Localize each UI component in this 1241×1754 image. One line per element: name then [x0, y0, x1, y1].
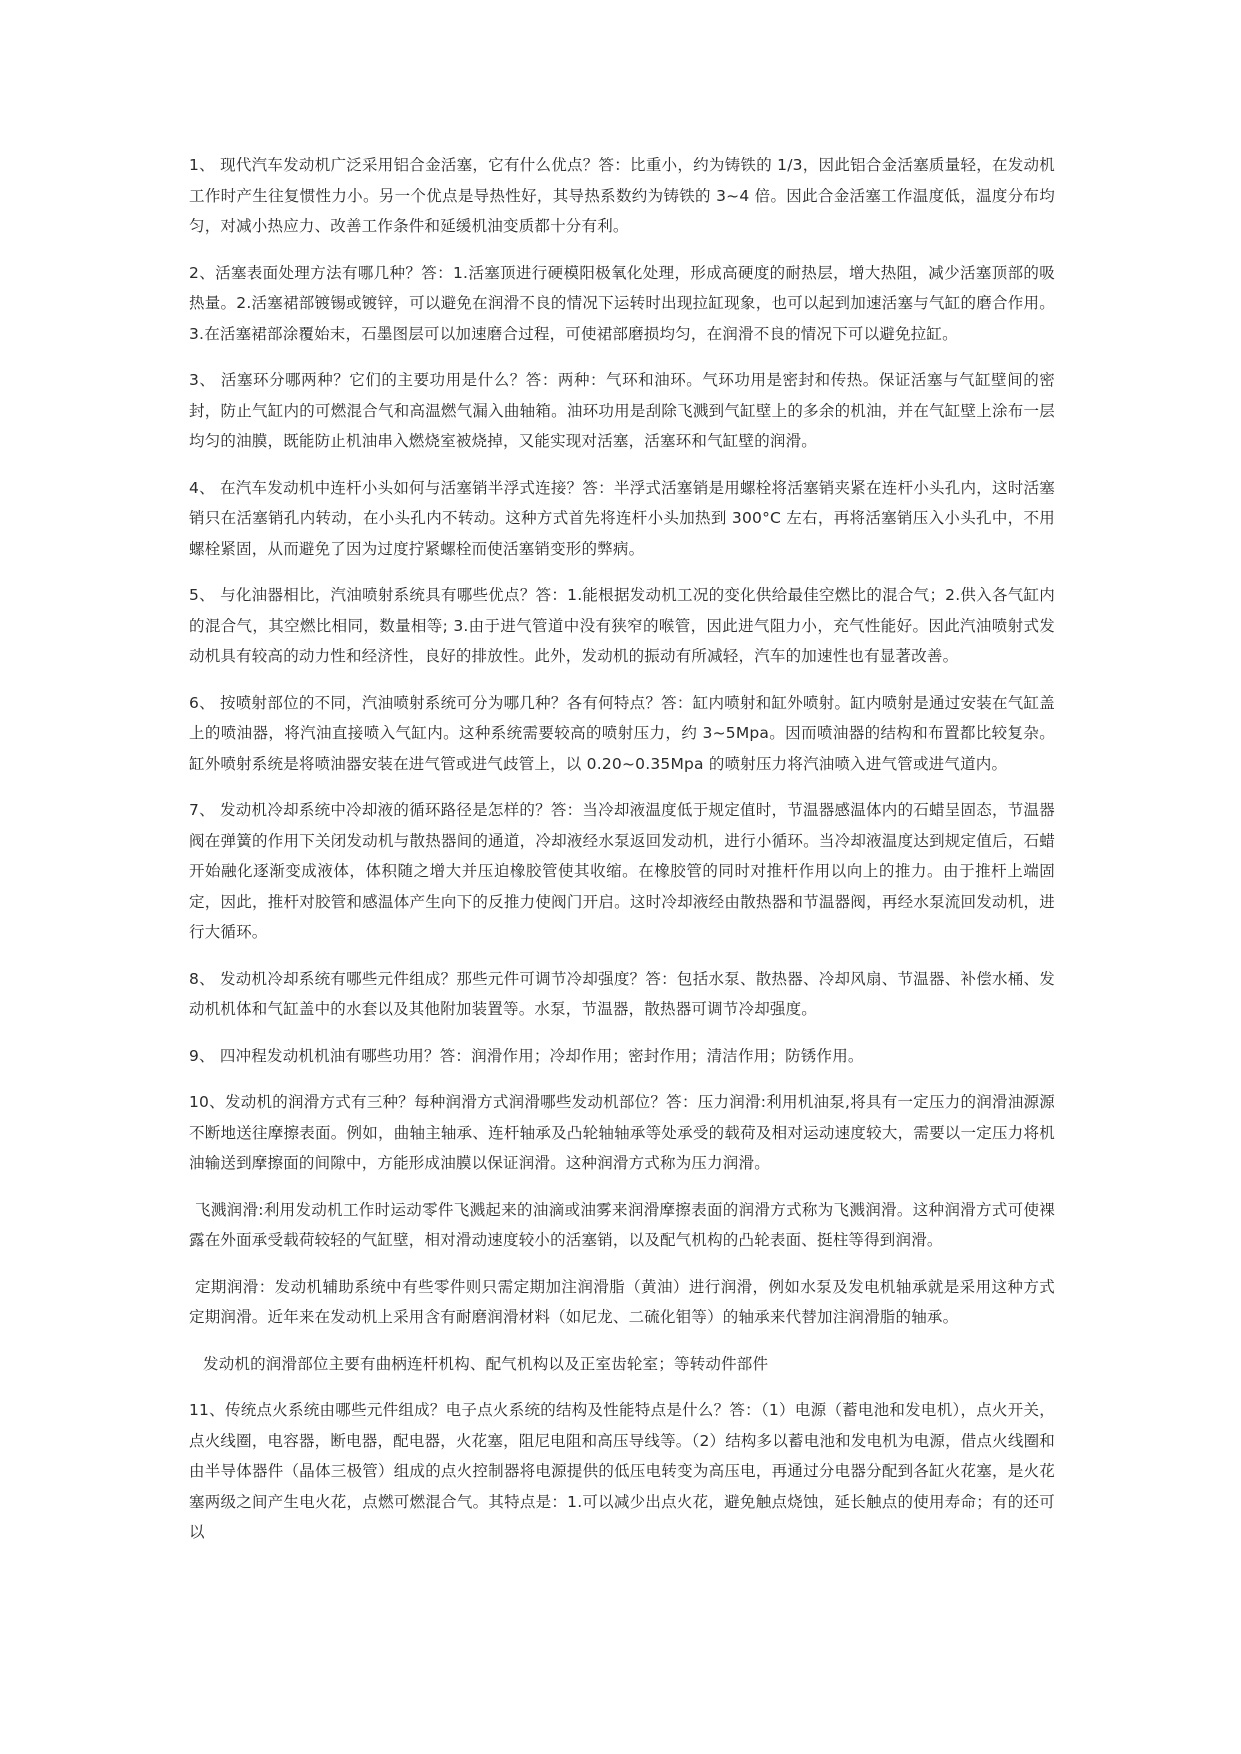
splash-lubrication-paragraph: 飞溅润滑:利用发动机工作时运动零件飞溅起来的油滴或油雾来润滑摩擦表面的润滑方式称为飞溅润滑。这种润滑方式可使裸露在外面承受载荷较轻的气缸壁，相对滑动速度较小的活塞销，以及配气机构的凸轮表面、挺柱等得到润滑。	[189, 1200, 1055, 1249]
question-10-paragraph: 10、发动机的润滑方式有三种？每种润滑方式润滑哪些发动机部位？答：压力润滑:利用机油泵,将具有一定压力的润滑油源源不断地送往摩擦表面。例如，曲轴主轴承、连杆轴承及凸轮轴轴承等处承受的载荷及相对运动速度较大，需要以一定压力将机油输送到摩擦面的间隙中，方能形成油膜以保证润滑。这种润滑方式称为压力润滑。	[189, 1093, 1055, 1172]
question-8-paragraph: 8、 发动机冷却系统有哪些元件组成？那些元件可调节冷却强度？答：包括水泵、散热器、冷却风扇、节温器、补偿水桶、发动机机体和气缸盖中的水套以及其他附加装置等。水泵，节温器，散热器可调节冷却强度。	[189, 969, 1055, 1018]
question-7-paragraph: 7、 发动机冷却系统中冷却液的循环路径是怎样的？答：当冷却液温度低于规定值时，节温器感温体内的石蜡呈固态，节温器阀在弹簧的作用下关闭发动机与散热器间的通道，冷却液经水泵返回发动机，进行小循环。当冷却液温度达到规定值后，石蜡开始融化逐渐变成液体，体积随之增大并压迫橡胶管使其收缩。在橡胶管的同时对推杆作用以向上的推力。由于推杆上端固定，因此，推杆对胶管和感温体产生向下的反推力使阀门开启。这时冷却液经由散热器和节温器阀，再经水泵流回发动机，进行大循环。	[189, 801, 1055, 941]
question-4-paragraph: 4、 在汽车发动机中连杆小头如何与活塞销半浮式连接？答：半浮式活塞销是用螺栓将活塞销夹紧在连杆小头孔内，这时活塞销只在活塞销孔内转动，在小头孔内不转动。这种方式首先将连杆小头加热到 300°C 左右，再将活塞销压入小头孔中，不用螺栓紧固，从而避免了因为过度拧紧螺栓而使活塞销变形的弊病。	[189, 478, 1055, 558]
question-1-paragraph: 1、 现代汽车发动机广泛采用铝合金活塞，它有什么优点？答：比重小，约为铸铁的 1/3，因此铝合金活塞质量轻，在发动机工作时产生往复惯性力小。另一个优点是导热性好，其导热系数约为铸铁的 3~4 倍。因此合金活塞工作温度低，温度分布均匀，对减小热应力、改善工作条件和延缓机油变质都十分有利。	[189, 156, 1055, 235]
document-body	[189, 150, 1055, 1564]
question-11-paragraph: 11、传统点火系统由哪些元件组成？电子点火系统的结构及性能特点是什么？答：（1）电源（蓄电池和发电机），点火开关，点火线圈，电容器，断电器，配电器，火花塞，阻尼电阻和高压导线等。（2）结构多以蓄电池和发电机为电源，借点火线圈和由半导体器件（晶体三极管）组成的点火控制器将电源提供的低压电转变为高压电，再通过分电器分配到各缸火花塞，是火花塞两级之间产生电火花，点燃可燃混合气。其特点是：1.可以减少出点火花，避免触点烧蚀，延长触点的使用寿命；有的还可以	[189, 1401, 1055, 1541]
lubrication-parts-paragraph: 发动机的润滑部位主要有曲柄连杆机构、配气机构以及正室齿轮室；等转动件部件	[203, 1354, 769, 1373]
question-3-paragraph: 3、 活塞环分哪两种？它们的主要功用是什么？答：两种：气环和油环。气环功用是密封和传热。保证活塞与气缸壁间的密封，防止气缸内的可燃混合气和高温燃气漏入曲轴箱。油环功用是刮除飞溅到气缸壁上的多余的机油，并在气缸壁上涂布一层均匀的油膜，既能防止机油串入燃烧室被烧掉，又能实现对活塞，活塞环和气缸壁的润滑。	[189, 371, 1055, 450]
question-9-paragraph: 9、 四冲程发动机机油有哪些功用？答：润滑作用；冷却作用；密封作用；清洁作用；防锈作用。	[189, 1046, 864, 1065]
question-2-paragraph: 2、活塞表面处理方法有哪几种？答：1.活塞顶进行硬模阳极氧化处理，形成高硬度的耐热层，增大热阻，减少活塞顶部的吸热量。2.活塞裙部镀锡或镀锌，可以避免在润滑不良的情况下运转时出现拉缸现象，也可以起到加速活塞与气缸的磨合作用。3.在活塞裙部涂覆始末，石墨图层可以加速磨合过程，可使裙部磨损均匀，在润滑不良的情况下可以避免拉缸。	[189, 263, 1055, 343]
question-6-paragraph: 6、 按喷射部位的不同，汽油喷射系统可分为哪几种？各有何特点？答：缸内喷射和缸外喷射。缸内喷射是通过安装在气缸盖上的喷油器，将汽油直接喷入气缸内。这种系统需要较高的喷射压力，约 3~5Mpa。因而喷油器的结构和布置都比较复杂。缸外喷射系统是将喷油器安装在进气管或进气歧管上，以 0.20~0.35Mpa 的喷射压力将汽油喷入进气管或进气道内。	[189, 693, 1055, 773]
periodic-lubrication-paragraph: 定期润滑：发动机辅助系统中有些零件则只需定期加注润滑脂（黄油）进行润滑，例如水泵及发电机轴承就是采用这种方式定期润滑。近年来在发动机上采用含有耐磨润滑材料（如尼龙、二硫化钼等）的轴承来代替加注润滑脂的轴承。	[189, 1277, 1055, 1326]
question-5-paragraph: 5、 与化油器相比，汽油喷射系统具有哪些优点？答：1.能根据发动机工况的变化供给最佳空燃比的混合气；2.供入各气缸内的混合气，其空燃比相同，数量相等; 3.由于进气管道中没有狭窄的喉管，因此进气阻力小，充气性能好。因此汽油喷射式发动机具有较高的动力性和经济性，良好的排放性。此外，发动机的振动有所减轻，汽车的加速性也有显著改善。	[189, 586, 1055, 665]
